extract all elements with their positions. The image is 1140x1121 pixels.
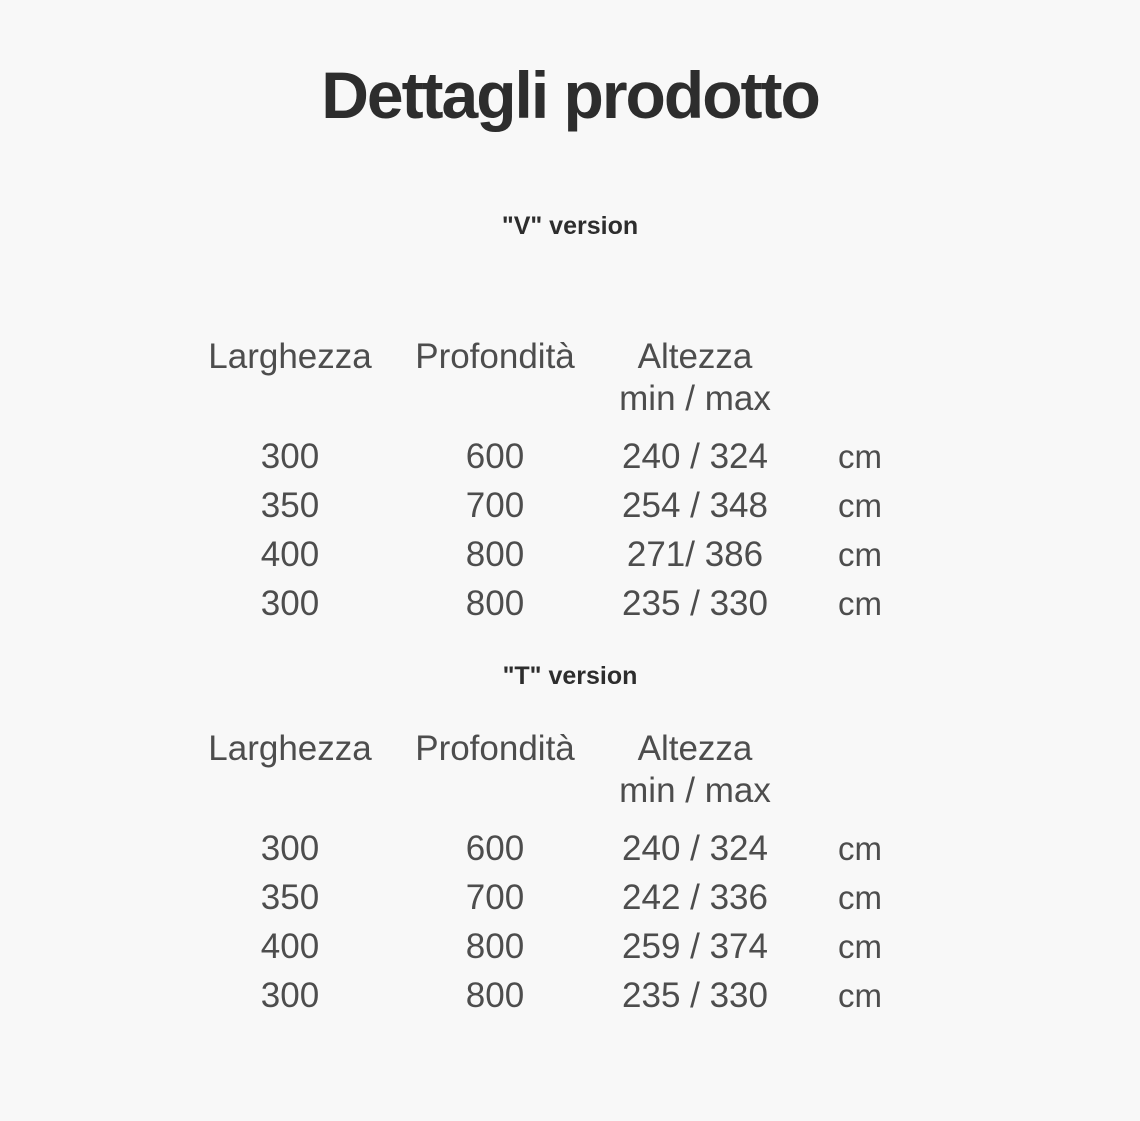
profondita-cell: 800 [465, 534, 525, 574]
table-header-row [180, 728, 920, 824]
altezza-cell: 240 / 324 [622, 436, 768, 476]
table-header-row [180, 336, 920, 432]
column-header-larghezza: Larghezza [208, 729, 372, 768]
profondita-cell: 600 [465, 828, 525, 868]
altezza-cell: 271/ 386 [626, 534, 764, 574]
table-row [180, 579, 920, 628]
larghezza-cell: 400 [260, 926, 320, 966]
column-header-unit [800, 728, 920, 824]
unit-cell: cm [838, 535, 882, 573]
unit-cell: cm [838, 437, 882, 475]
altezza-cell: 235 / 330 [622, 975, 768, 1015]
larghezza-cell: 300 [260, 828, 320, 868]
profondita-cell: 700 [465, 877, 525, 917]
altezza-cell: 242 / 336 [622, 877, 768, 917]
table-row [180, 971, 920, 1020]
unit-cell: cm [838, 927, 882, 965]
larghezza-cell: 300 [260, 436, 320, 476]
column-header-altezza [590, 336, 800, 432]
column-header-altezza-subline: min / max [619, 771, 771, 810]
larghezza-cell: 400 [260, 534, 320, 574]
dimensions-table-v [180, 336, 920, 628]
section-subtitle-t: "T" version [502, 662, 638, 690]
larghezza-cell: 300 [260, 975, 320, 1015]
profondita-cell: 600 [465, 436, 525, 476]
table-row [180, 530, 920, 579]
altezza-cell: 235 / 330 [622, 583, 768, 623]
dimensions-table-t [180, 728, 920, 1020]
table-row [180, 481, 920, 530]
unit-cell: cm [838, 976, 882, 1014]
altezza-cell: 240 / 324 [622, 828, 768, 868]
column-header-altezza [590, 728, 800, 824]
column-header-profondita: Profondità [415, 729, 575, 768]
column-header-altezza-label: Altezza [637, 337, 753, 376]
column-header-altezza-subline: min / max [619, 379, 771, 418]
column-header-profondita: Profondità [415, 337, 575, 376]
profondita-cell: 700 [465, 485, 525, 525]
unit-cell: cm [838, 486, 882, 524]
table-row [180, 824, 920, 873]
profondita-cell: 800 [465, 926, 525, 966]
unit-cell: cm [838, 584, 882, 622]
table-row [180, 873, 920, 922]
unit-cell: cm [838, 878, 882, 916]
altezza-cell: 254 / 348 [622, 485, 768, 525]
table-row [180, 432, 920, 481]
unit-cell: cm [838, 829, 882, 867]
page-title: Dettagli prodotto [321, 58, 819, 132]
larghezza-cell: 350 [260, 485, 320, 525]
section-subtitle-v: "V" version [501, 212, 639, 240]
table-row [180, 922, 920, 971]
larghezza-cell: 300 [260, 583, 320, 623]
larghezza-cell: 350 [260, 877, 320, 917]
column-header-altezza-label: Altezza [637, 729, 753, 768]
altezza-cell: 259 / 374 [622, 926, 768, 966]
profondita-cell: 800 [465, 583, 525, 623]
column-header-larghezza: Larghezza [208, 337, 372, 376]
profondita-cell: 800 [465, 975, 525, 1015]
column-header-unit [800, 336, 920, 432]
